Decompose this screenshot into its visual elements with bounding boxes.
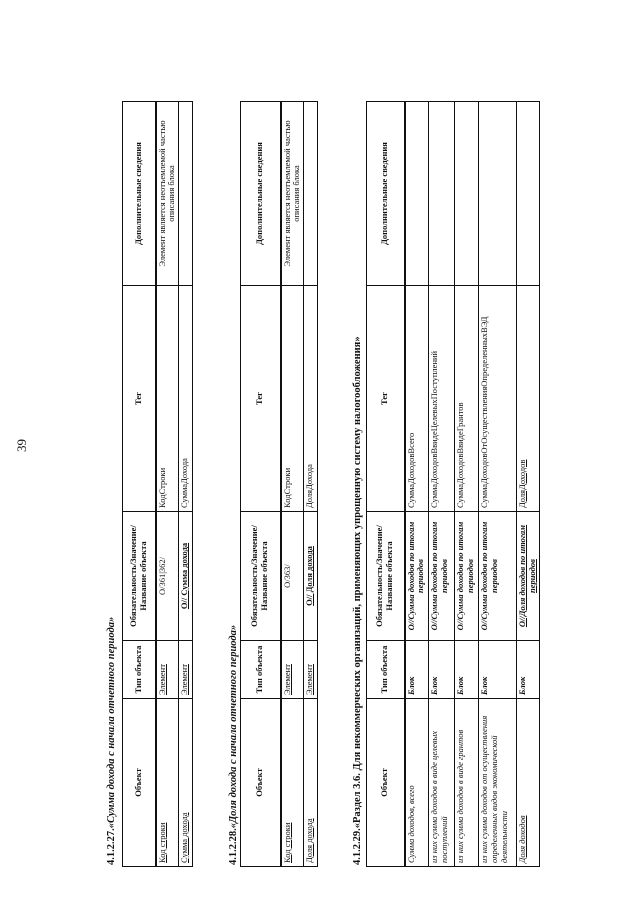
cell-object: из них сумма доходов от осуществления определенных видов экономической деятельности — [479, 699, 517, 867]
table-row — [405, 102, 429, 867]
cell-req: О//Сумма доходов по итогам периодов — [479, 512, 517, 641]
table-row — [156, 102, 179, 867]
header-req: Обязательность/Значение/Название объекта — [123, 512, 156, 641]
table-row — [179, 102, 193, 867]
header-type: Тип объекта — [367, 641, 405, 699]
header-info: Дополнительные сведения — [123, 102, 156, 286]
header-object: Объект — [241, 699, 281, 867]
table-section-3 — [366, 101, 540, 867]
cell-object: Сумма доходов, всего — [405, 699, 429, 867]
header-object: Объект — [123, 699, 156, 867]
table-row — [455, 102, 479, 867]
section-number: 4.1.2.28. — [228, 828, 239, 865]
cell-tag: СуммаДоходовВвидеЦелевыхПоступлений — [429, 286, 455, 512]
section-title-text: «Раздел 3.6. Для некоммерческих организаций, применяющих упрощенную систему налогообложения» — [352, 336, 363, 829]
header-info: Дополнительные сведения — [367, 102, 405, 286]
table-row — [517, 102, 540, 867]
section-title-1 — [106, 617, 117, 865]
cell-tag: КодСтроки — [281, 286, 304, 512]
cell-info — [517, 102, 540, 286]
cell-info — [479, 102, 517, 286]
cell-tag: СуммаДоходовОтОсуществленияОпределенныхВЭД — [479, 286, 517, 512]
header-req: Обязательность/Значение/Название объекта — [367, 512, 405, 641]
cell-object: из них сумма доходов в виде целевых поступлений — [429, 699, 455, 867]
cell-info: Элемент является неотъемлемой частью описания блока — [281, 102, 304, 286]
cell-req: О//Сумма доходов по итогам периодов — [455, 512, 479, 641]
cell-object: Доля дохода — [304, 699, 318, 867]
cell-info: Элемент является неотъемлемой частью описания блока — [156, 102, 179, 286]
section-title-text: «Сумма дохода с начала отчетного периода» — [106, 616, 117, 829]
cell-tag: КодСтроки — [156, 286, 179, 512]
cell-type: Элемент — [156, 641, 179, 699]
cell-object: Код строки — [281, 699, 304, 867]
header-tag: Тег — [241, 286, 281, 512]
cell-tag: ДоляДоходов — [517, 286, 540, 512]
cell-type: Элемент — [304, 641, 318, 699]
cell-req: О// Сумма дохода — [179, 512, 193, 641]
cell-info — [455, 102, 479, 286]
table-row — [304, 102, 318, 867]
cell-object: Сумма дохода — [179, 699, 193, 867]
cell-type: Блок — [479, 641, 517, 699]
cell-info — [429, 102, 455, 286]
table-section-2 — [240, 101, 318, 867]
cell-tag: СуммаДоходовВвидеГрантов — [455, 286, 479, 512]
section-title-text: «Доля дохода с начала отчетного периода» — [228, 624, 239, 829]
header-type: Тип объекта — [123, 641, 156, 699]
cell-type: Блок — [405, 641, 429, 699]
cell-type: Блок — [517, 641, 540, 699]
header-tag: Тег — [123, 286, 156, 512]
header-info: Дополнительные сведения — [241, 102, 281, 286]
cell-info — [179, 102, 193, 286]
cell-req: О//Сумма доходов по итогам периодов — [405, 512, 429, 641]
cell-object: Код строки — [156, 699, 179, 867]
cell-req: О/363/ — [281, 512, 304, 641]
cell-type: Блок — [455, 641, 479, 699]
cell-type: Блок — [429, 641, 455, 699]
cell-type: Элемент — [281, 641, 304, 699]
table-row — [429, 102, 455, 867]
section-title-3 — [352, 336, 363, 865]
table-row — [479, 102, 517, 867]
page-number: 39 — [14, 439, 29, 452]
section-number: 4.1.2.29. — [352, 828, 363, 865]
section-number: 4.1.2.27. — [106, 828, 117, 865]
table-row — [281, 102, 304, 867]
cell-info — [304, 102, 318, 286]
cell-tag: СуммаДоходовВсего — [405, 286, 429, 512]
cell-info — [405, 102, 429, 286]
cell-req: О//Сумма доходов по итогам периодов — [429, 512, 455, 641]
cell-tag: СуммаДохода — [179, 286, 193, 512]
cell-req: О// Доля дохода — [304, 512, 318, 641]
header-object: Объект — [367, 699, 405, 867]
header-type: Тип объекта — [241, 641, 281, 699]
section-title-2 — [228, 625, 239, 865]
cell-object: из них сумма доходов в виде грантов — [455, 699, 479, 867]
header-req: Обязательность/Значение/Название объекта — [241, 512, 281, 641]
header-tag: Тег — [367, 286, 405, 512]
cell-req: О/361|362/ — [156, 512, 179, 641]
cell-object: Доля доходов — [517, 699, 540, 867]
cell-tag: ДоляДохода — [304, 286, 318, 512]
cell-req: О//Доля доходов по итогам периодов — [517, 512, 540, 641]
cell-type: Элемент — [179, 641, 193, 699]
table-section-1 — [122, 101, 193, 867]
